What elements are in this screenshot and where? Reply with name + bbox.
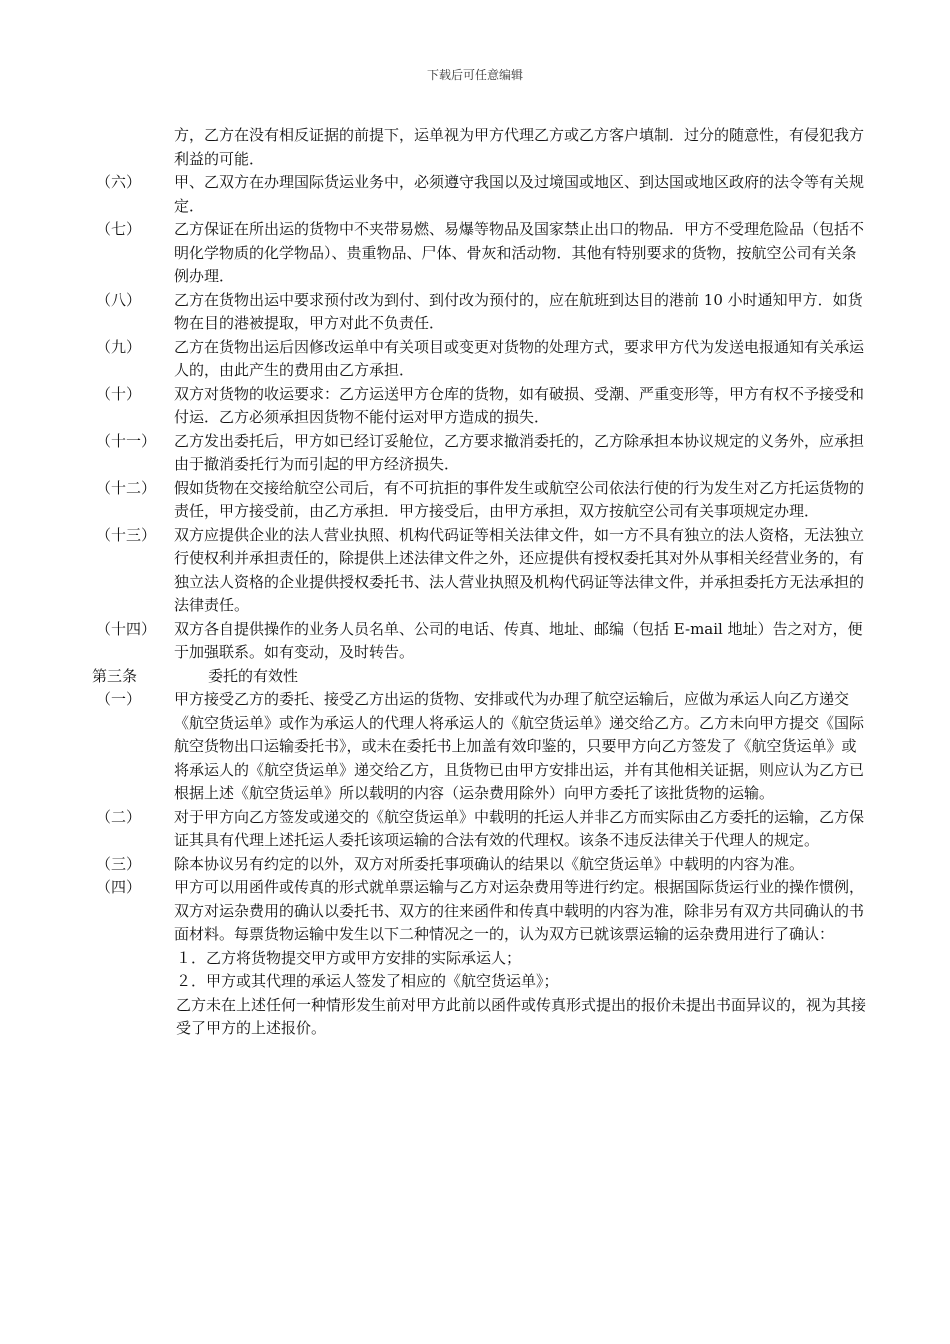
clause-text: 假如货物在交接给航空公司后，有不可抗拒的事件发生或航空公司依法行使的行为发生对乙方托运货物的责任，甲方接受前，由乙方承担．甲方接受后，由甲方承担，双方按航空公司有关事项规定办理． xyxy=(174,478,865,520)
clause-label: （七） xyxy=(96,220,142,238)
clause-text: 乙方在货物出运后因修改运单中有关项目或变更对货物的处理方式，要求甲方代为发送电报通知有关承运人的，由此产生的费用由乙方承担． xyxy=(174,337,865,379)
clause-12 xyxy=(0,477,950,524)
clause-label: （九） xyxy=(96,337,142,356)
clause-text: 乙方发出委托后，甲方如已经订妥舱位，乙方要求撤消委托的，乙方除承担本协议规定的义务外，应承担由于撤消委托行为而引起的甲方经济损失． xyxy=(174,431,865,473)
clause-8 xyxy=(0,289,950,336)
clause-14 xyxy=(0,618,950,665)
article-3-heading xyxy=(0,665,950,689)
closing-paragraph: 乙方未在上述任何一种情形发生前对甲方此前以函件或传真形式提出的报价未提出书面异议的，视为其接受了甲方的上述报价。 xyxy=(176,995,867,1037)
clause-label: （二） xyxy=(96,807,142,826)
article-3-clause-3 xyxy=(0,853,950,877)
clause-text: 双方应提供企业的法人营业执照、机构代码证等相关法律文件，如一方不具有独立的法人资格，无法独立行使权利并承担责任的，除提供上述法律文件之外，还应提供有授权委托其对外从事相关经营业务的，有独立法人资格的企业提供授权委托书、法人营业执照及机构代码证等法律文件，并承担委托方无法承担的法律责任。 xyxy=(174,525,865,614)
article-3-clause-1 xyxy=(0,688,950,806)
sub-item: １．乙方将货物提交甲方或甲方安排的实际承运人； xyxy=(176,948,522,967)
clause-text: 甲方可以用函件或传真的形式就单票运输与乙方对运杂费用等进行约定。根据国际货运行业的操作惯例，双方对运杂费用的确认以委托书、双方的往来函件和传真中载明的内容为准，除非另有双方共同确认的书面材料。每票货物运输中发生以下二种情况之一的，认为双方已就该票运输的运杂费用进行了确认： xyxy=(174,878,865,943)
clause-10 xyxy=(0,383,950,430)
intro-paragraph xyxy=(0,124,950,171)
article-title: 委托的有效性 xyxy=(208,666,299,685)
clause-label: （十四） xyxy=(96,619,157,638)
clause-11 xyxy=(0,430,950,477)
clause-label: （十一） xyxy=(96,431,157,450)
clause-text: 双方各自提供操作的业务人员名单、公司的电话、传真、地址、邮编（包括 E-mail 地址）告之对方，便于加强联系。如有变动，及时转告。 xyxy=(174,619,863,661)
clause-label: （一） xyxy=(96,690,142,708)
clause-13 xyxy=(0,524,950,618)
clause-text: 甲、乙双方在办理国际货运业务中，必须遵守我国以及过境国或地区、到达国或地区政府的法令等有关规定． xyxy=(174,173,865,215)
sub-item: ２．甲方或其代理的承运人签发了相应的《航空货运单》； xyxy=(176,972,559,990)
article-3-clause-4 xyxy=(0,876,950,947)
clause-text: 乙方保证在所出运的货物中不夹带易燃、易爆等物品及国家禁止出口的物品．甲方不受理危险品（包括不明化学物质的化学物品）、贵重物品、尸体、骨灰和活动物．其他有特别要求的货物，按航空公司有关条例办理． xyxy=(174,220,865,285)
clause-7 xyxy=(0,218,950,289)
clause-text: 乙方在货物出运中要求预付改为到付、到付改为预付的，应在航班到达目的港前 10 小时通知甲方．如货物在目的港被提取，甲方对此不负责任． xyxy=(174,290,863,332)
article-number: 第三条 xyxy=(92,666,138,685)
clause-label: （十） xyxy=(96,384,142,403)
clause-text: 除本协议另有约定的以外，双方对所委托事项确认的结果以《航空货运单》中载明的内容为准。 xyxy=(174,854,805,873)
clause-text: 甲方接受乙方的委托、接受乙方出运的货物、安排或代为办理了航空运输后，应做为承运人向乙方递交《航空货运单》或作为承运人的代理人将承运人的《航空货运单》递交给乙方。乙方未向甲方提交《国际航空货物出口运输委托书》，或未在委托书上加盖有效印鉴的，只要甲方向乙方签发了《航空货运单》或将承运人的《航空货运单》递交给乙方，且货物已由甲方安排出运，并有其他相关证据，则应认为乙方已根据上述《航空货运单》所以载明的内容（运杂费用除外）向甲方委托了该批货物的运输。 xyxy=(174,690,865,802)
clause-label: （四） xyxy=(96,878,142,896)
clause-label: （六） xyxy=(96,173,142,191)
clause-label: （三） xyxy=(96,854,142,873)
clause-label: （十三） xyxy=(96,525,157,544)
clause-label: （八） xyxy=(96,290,142,309)
intro-text: 方，乙方在没有相反证据的前提下，运单视为甲方代理乙方或乙方客户填制．过分的随意性，有侵犯我方利益的可能． xyxy=(174,126,865,168)
clause-9 xyxy=(0,336,950,383)
document-body xyxy=(0,124,950,1041)
clause-text: 对于甲方向乙方签发或递交的《航空货运单》中载明的托运人并非乙方而实际由乙方委托的运输，乙方保证其具有代理上述托运人委托该项运输的合法有效的代理权。该条不违反法律关于代理人的规定。 xyxy=(174,807,865,849)
page-header: 下载后可任意编辑 xyxy=(426,68,523,82)
article-3-clause-2 xyxy=(0,806,950,853)
clause-text: 双方对货物的收运要求：乙方运送甲方仓库的货物，如有破损、受潮、严重变形等，甲方有权不予接受和付运．乙方必须承担因货物不能付运对甲方造成的损失． xyxy=(174,384,865,426)
clause-label: （十二） xyxy=(96,478,157,497)
clause-6 xyxy=(0,171,950,218)
